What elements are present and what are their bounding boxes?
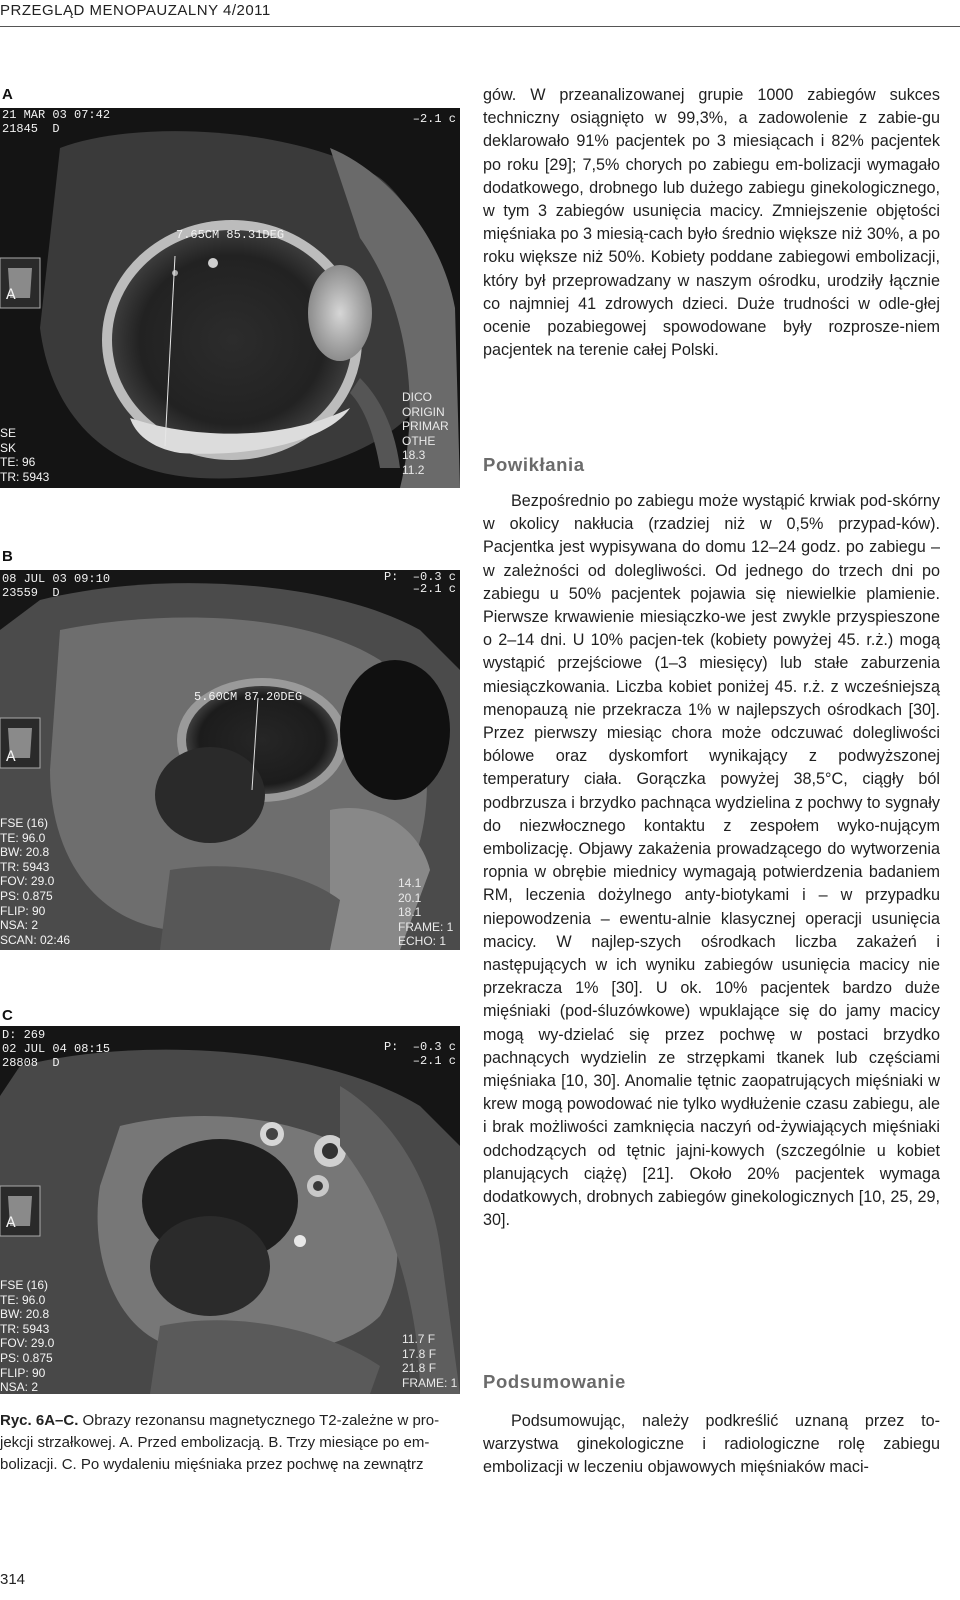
overlay-b-param: TE: 96.0 bbox=[0, 830, 46, 845]
overlay-b-params-left bbox=[0, 816, 70, 947]
overlay-c-param: 11.7 F bbox=[402, 1332, 436, 1346]
overlay-b-measurement: 5.60CM 87.20DEG bbox=[194, 690, 303, 704]
overlay-b-param: SCAN: 02:46 bbox=[0, 932, 71, 947]
overlay-c-date: 02 JUL 04 08:15 bbox=[2, 1042, 111, 1056]
complications-paragraph: Bezpośrednio po zabiegu może wystąpić krwiak pod-skórny w okolicy nakłucia (rzadziej niż w 0,5% przypad-ków). Pacjentka jest wypisywana do domu 12–24 godz. po zabiegu – w zależności od dolegliwości. Od jednego do trzech dni po zabiegu u 50% pacjentek pojawia się niewielkie plamienie. Pierwsze krwawienie miesiączko-we jest zwykle przyspieszone o 2–14 dni. U 10% pacjen-tek (kobiety powyżej 45. r.ż.) mogą wystąpić przejściowe (1–3 miesięcy) lub stałe zaburzenia miesiączkowania. Liczba kobiet poniżej 45. r.ż. z wcześniejszą menopauzą nie przekracza 1% w najlepszych ośrodkach [30]. Przez pierwszy miesiąc chora może odczuwać dolegliwości bólowe oraz dyskomfort wynikający z podwyższonej temperatury ciała. Gorączka powyżej 38,5°C, ciągły ból podbrzusza i brzydko pachnąca wydzielina z pochwy to sygnały do niezwłocznego kontaktu z zespołem wyko-nującym embolizację. Objawy zakażenia prowadzącego do wytworzenia ropnia w obrębie miednicy wymagają potwierdzenia badaniem RM, leczenia dożylnego anty-biotykami i – w przypadku niepowodzenia – ewentu-alnie klasycznej operacji usunięcia macicy. W najlep-szych ośrodkach liczba zakażeń i następujących w ich wyniku zabiegów usunięcia macicy nie przekracza 1% [30]. U ok. 10% pacjentek bardzo duże mięśniaki (pod-śluzówkowe) wpuklające się do jamy macicy mogą wy-dzielać się przez pochwę w postaci brzydko pachnących wydzielin ze strzępkami tkanek lub częściami mięśniaka [10, 30]. Anomalie tętnic zaopatrujących mięśniaki w krew mogą powodować nie tylko wydłużenie czasu zabiegu, ale i brak możliwości zamknięcia naczyń od-żywiających mięśniaki odchodzących od tętnic jajni-kowych (szczególnie u kobiet planujących ciążę) [21]. Około 20% pacjentek wymaga dodatkowych, drobnych zabiegów ginekologicznych [10, 25, 29, 30]. bbox=[483, 492, 940, 1230]
mri-image-a bbox=[0, 108, 460, 488]
overlay-b-param: 18.1 bbox=[398, 905, 422, 920]
overlay-a-params-left bbox=[0, 426, 49, 484]
figure-b-label: B bbox=[2, 548, 13, 565]
overlay-b-param: 14.1 bbox=[398, 876, 422, 890]
overlay-c-count: D: 269 bbox=[2, 1028, 46, 1042]
overlay-b-param: TR: 5943 bbox=[0, 859, 50, 874]
intro-paragraph: gów. W przeanalizowanej grupie 1000 zabiegów sukces techniczny osiągnięto w 99,3%, a zadowolenie z zabie-gu deklarowało 91% pacjentek po 3 miesiącach i 82% pacjentek po roku [29]; 7,5% chorych po zabiegu em-bolizacji wymagało dodatkowego, drobnego lub dużego zabiegu ginekologicznego, w tym 3 zabiegów usunięcia macicy. Zmniejszenie objętości mięśniaka po 3 miesią-cach było średnio większe niż 30%, a po roku większe niż 50%. Kobiety poddane zabiegowi embolizacji, który był przeprowadzany w naszym ośrodku, urodziły łącznie co najmniej 41 zdrowych dzieci. Duże trudności w odle-głej ocenie pozabiegowej spowodowane były rozprosze-niem pacjentek na terenie całej Polski. bbox=[483, 86, 940, 360]
overlay-c-orientation: A bbox=[6, 1214, 16, 1232]
overlay-b-param: NSA: 2 bbox=[0, 918, 39, 933]
overlay-a-param: 18.3 bbox=[402, 448, 426, 463]
journal-header: PRZEGLĄD MENOPAUZALNY 4/2011 bbox=[0, 2, 271, 19]
page-number: 314 bbox=[0, 1571, 26, 1588]
section-heading-summary: Podsumowanie bbox=[483, 1371, 626, 1392]
overlay-c-param: FRAME: 1 bbox=[402, 1375, 458, 1390]
caption-text: Obrazy rezonansu magnetycznego T2-zależne w pro-jekcji strzałkowej. A. Przed embolizacją. B. Trzy miesiące po em-bolizacji. C. Po wydaleniu mięśniaka przez pochwę na zewnątrz bbox=[0, 1412, 440, 1473]
overlay-a-param: DICO bbox=[402, 390, 432, 404]
overlay-a-param: SE bbox=[0, 426, 17, 440]
overlay-c-scale: –2.1 c bbox=[412, 1054, 456, 1068]
overlay-a-scale: –2.1 c bbox=[412, 112, 456, 126]
overlay-c-param: FOV: 29.0 bbox=[0, 1336, 55, 1351]
overlay-b-param: FSE (16) bbox=[0, 816, 49, 830]
overlay-c-param: BW: 20.8 bbox=[0, 1307, 50, 1322]
overlay-a-param: TE: 96 bbox=[0, 455, 36, 470]
caption-label: Ryc. 6A–C. bbox=[0, 1412, 79, 1429]
overlay-a-id: 21845 D bbox=[2, 122, 60, 136]
overlay-a-date: 21 MAR 03 07:42 bbox=[2, 108, 111, 122]
overlay-b-id: 23559 D bbox=[2, 586, 60, 600]
overlay-b-param: ECHO: 1 bbox=[398, 934, 447, 949]
overlay-a-param: ORIGIN bbox=[402, 404, 445, 419]
section-heading-complications: Powikłania bbox=[483, 454, 585, 475]
mri-image-b bbox=[0, 570, 460, 950]
overlay-c-params-right bbox=[402, 1332, 460, 1390]
overlay-b-position: P: –0.3 c bbox=[383, 570, 456, 584]
figure-a-label: A bbox=[2, 86, 13, 103]
overlay-c-id: 28808 D bbox=[2, 1056, 60, 1070]
overlay-b-param: FLIP: 90 bbox=[0, 903, 46, 918]
overlay-a-params-right bbox=[402, 390, 460, 478]
overlay-c-param: 21.8 F bbox=[402, 1361, 437, 1376]
overlay-b-scale: –2.1 c bbox=[412, 582, 456, 596]
overlay-b-orientation: A bbox=[6, 748, 16, 766]
mri-scan-a-graphic bbox=[0, 108, 460, 488]
figure-caption bbox=[0, 1410, 462, 1476]
overlay-b-param: PS: 0.875 bbox=[0, 888, 53, 903]
overlay-c-param: FLIP: 90 bbox=[0, 1365, 46, 1380]
overlay-a-orientation: A bbox=[6, 286, 16, 304]
overlay-b-param: BW: 20.8 bbox=[0, 845, 50, 860]
overlay-c-params-left bbox=[0, 1278, 54, 1394]
overlay-a-param: OTHE bbox=[402, 433, 436, 448]
mri-scan-c-graphic bbox=[0, 1026, 460, 1394]
header-rule bbox=[0, 26, 960, 27]
overlay-a-param: TR: 5943 bbox=[0, 469, 50, 484]
overlay-c-param: TR: 5943 bbox=[0, 1321, 50, 1336]
overlay-a-measurement: 7.65CM 85.31DEG bbox=[176, 228, 285, 242]
overlay-b-param: FRAME: 1 bbox=[398, 919, 454, 934]
overlay-b-params-right bbox=[398, 876, 460, 949]
overlay-b-param: 20.1 bbox=[398, 890, 422, 905]
overlay-a-param: SK bbox=[0, 440, 17, 455]
overlay-a-param: PRIMAR bbox=[402, 419, 449, 434]
overlay-c-param: FSE (16) bbox=[0, 1278, 49, 1292]
overlay-b-date: 08 JUL 03 09:10 bbox=[2, 572, 111, 586]
mri-image-c bbox=[0, 1026, 460, 1394]
overlay-c-param: TE: 96.0 bbox=[0, 1292, 46, 1307]
overlay-c-param: NSA: 2 bbox=[0, 1380, 39, 1394]
figure-c-label: C bbox=[2, 1007, 13, 1024]
overlay-c-position: P: –0.3 c bbox=[383, 1040, 456, 1054]
overlay-b-param: FOV: 29.0 bbox=[0, 874, 55, 889]
overlay-c-param: 17.8 F bbox=[402, 1346, 437, 1361]
overlay-c-param: PS: 0.875 bbox=[0, 1350, 53, 1365]
summary-paragraph: Podsumowując, należy podkreślić uznaną przez to-warzystwa ginekologiczne i radiologiczne rolę zabiegu embolizacji w leczeniu objawowych mięśniaków maci- bbox=[483, 1412, 940, 1477]
overlay-a-param: 11.2 bbox=[402, 462, 425, 477]
